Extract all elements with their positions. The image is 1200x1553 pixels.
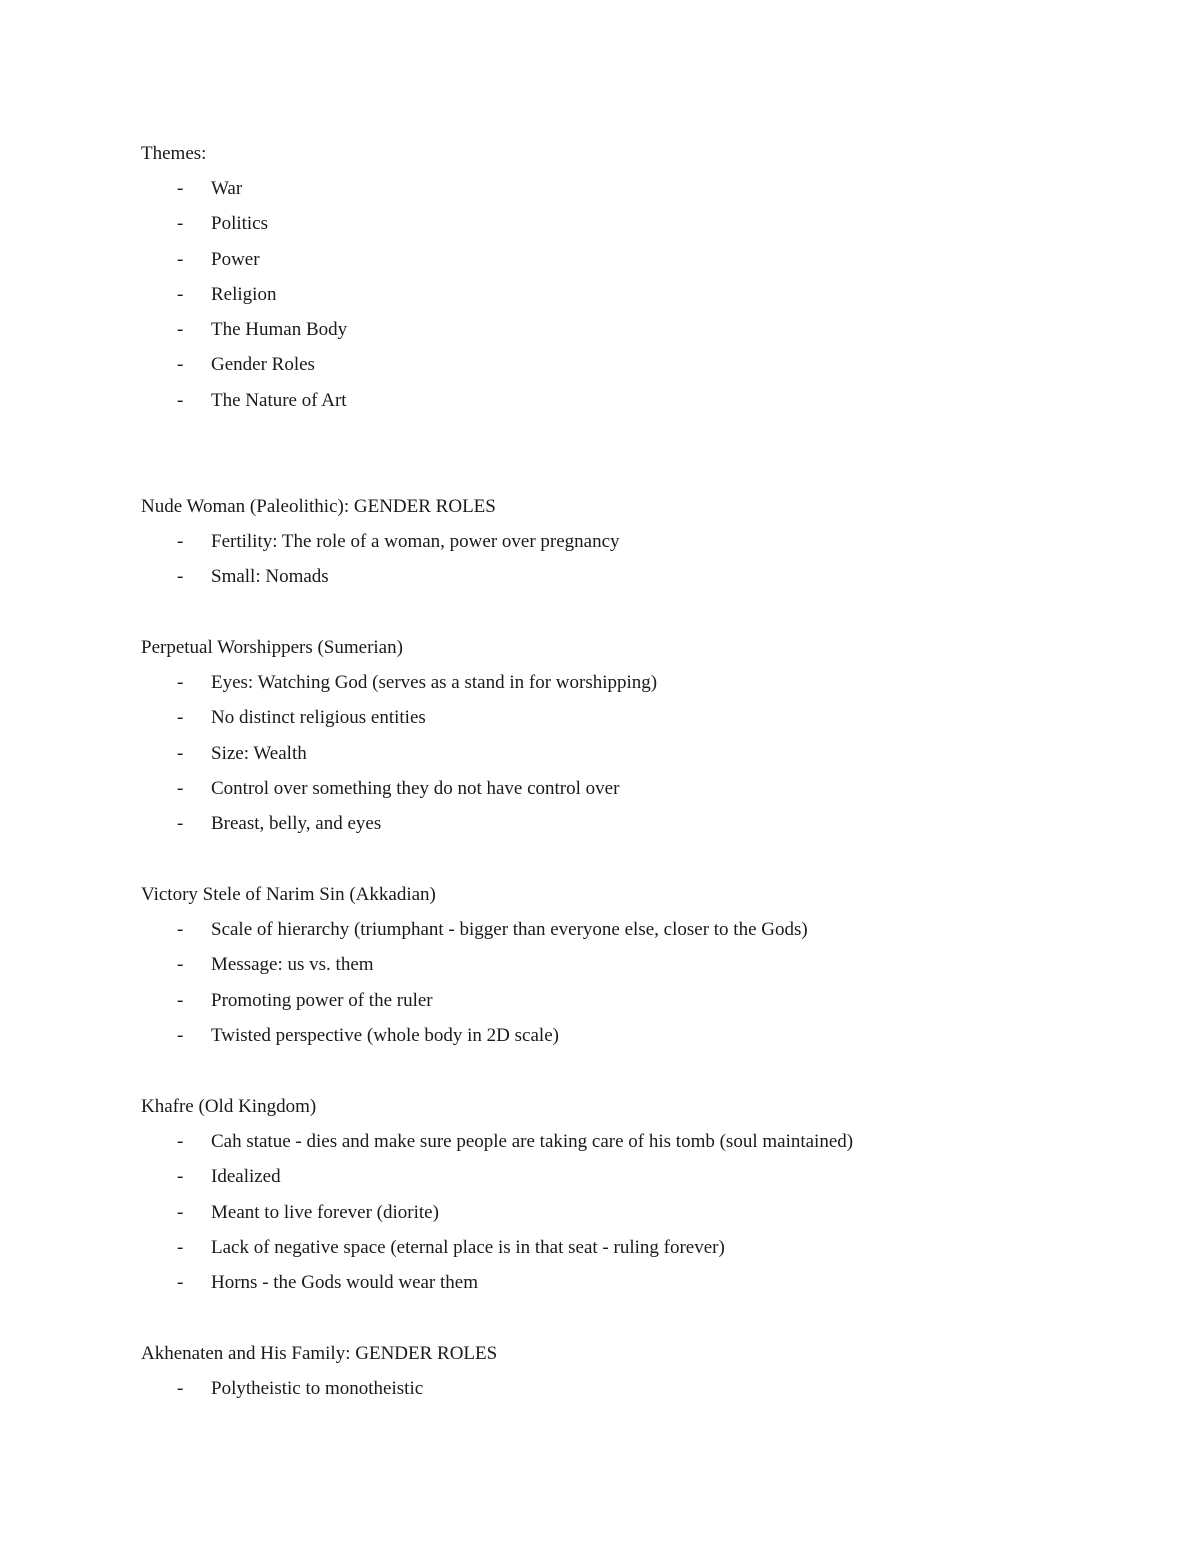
dash-bullet: -	[177, 531, 184, 552]
dash-bullet: -	[177, 777, 184, 799]
list-item-text: Eyes: Watching God (serves as a stand in for worshipping)	[211, 672, 658, 693]
dash-bullet: -	[177, 989, 184, 1011]
section-victory-stele	[141, 877, 1121, 1053]
list-item-text: The Nature of Art	[211, 389, 347, 411]
list-item	[141, 665, 1121, 700]
list-item	[141, 1124, 1121, 1159]
dash-bullet: -	[177, 389, 184, 411]
list-item	[141, 347, 1121, 382]
list-item-text: No distinct religious entities	[211, 707, 426, 729]
section-akhenaten	[141, 1336, 1121, 1406]
list-item-text: Promoting power of the ruler	[211, 989, 433, 1011]
list-item-text: Small: Nomads	[211, 566, 329, 588]
section-heading: Nude Woman (Paleolithic): GENDER ROLES	[141, 496, 496, 517]
bullet-list	[141, 1124, 1121, 1300]
list-item-text: Size: Wealth	[211, 742, 307, 764]
section-heading: Akhenaten and His Family: GENDER ROLES	[141, 1343, 498, 1364]
list-item	[141, 700, 1121, 735]
list-item	[141, 171, 1121, 206]
bullet-list	[141, 524, 1121, 595]
list-item-text: Politics	[211, 213, 269, 235]
list-item	[141, 1371, 1121, 1406]
list-item	[141, 806, 1121, 841]
list-item-text: Cah statue - dies and make sure people are taking care of his tomb (soul maintained)	[211, 1131, 854, 1152]
list-item-text: Scale of hierarchy (triumphant - bigger than everyone else, closer to the Gods)	[211, 919, 808, 940]
dash-bullet: -	[177, 1378, 184, 1399]
list-item-text: Breast, belly, and eyes	[211, 813, 382, 835]
dash-bullet: -	[177, 707, 184, 729]
dash-bullet: -	[177, 566, 184, 588]
dash-bullet: -	[177, 354, 184, 376]
list-item	[141, 383, 1121, 418]
list-item	[141, 736, 1121, 771]
list-item	[141, 771, 1121, 806]
list-item	[141, 983, 1121, 1018]
dash-bullet: -	[177, 672, 184, 693]
section-perpetual-worshippers	[141, 630, 1121, 841]
dash-bullet: -	[177, 319, 184, 341]
dash-bullet: -	[177, 1024, 184, 1046]
bullet-list	[141, 171, 1121, 418]
list-item-text: Control over something they do not have control over	[211, 777, 620, 799]
dash-bullet: -	[177, 283, 184, 305]
list-item-text: Gender Roles	[211, 354, 315, 376]
dash-bullet: -	[177, 178, 184, 199]
list-item-text: Polytheistic to monotheistic	[211, 1378, 424, 1399]
dash-bullet: -	[177, 813, 184, 835]
bullet-list	[141, 1371, 1121, 1406]
section-nude-woman	[141, 489, 1121, 595]
list-item	[141, 524, 1121, 559]
dash-bullet: -	[177, 742, 184, 764]
section-khafre	[141, 1089, 1121, 1300]
list-item	[141, 912, 1121, 947]
dash-bullet: -	[177, 919, 184, 940]
list-item-text: Message: us vs. them	[211, 954, 374, 976]
list-item	[141, 1265, 1121, 1300]
dash-bullet: -	[177, 1236, 184, 1258]
dash-bullet: -	[177, 1166, 184, 1188]
list-item-text: Meant to live forever (diorite)	[211, 1201, 439, 1223]
list-item	[141, 242, 1121, 277]
list-item-text: Lack of negative space (eternal place is in that seat - ruling forever)	[211, 1236, 725, 1258]
list-item-text: Twisted perspective (whole body in 2D scale)	[211, 1024, 559, 1046]
dash-bullet: -	[177, 954, 184, 976]
list-item-text: Power	[211, 248, 260, 270]
list-item-text: The Human Body	[211, 319, 348, 341]
list-item	[141, 559, 1121, 594]
list-item-text: Religion	[211, 283, 277, 305]
section-heading: Themes:	[141, 143, 207, 164]
list-item	[141, 1159, 1121, 1194]
list-item-text: Horns - the Gods would wear them	[211, 1272, 479, 1294]
section-heading: Victory Stele of Narim Sin (Akkadian)	[141, 884, 436, 905]
section-heading: Khafre (Old Kingdom)	[141, 1096, 317, 1117]
list-item	[141, 1018, 1121, 1053]
list-item	[141, 1230, 1121, 1265]
list-item-text: War	[211, 178, 243, 199]
list-item-text: Idealized	[211, 1166, 281, 1188]
dash-bullet: -	[177, 1131, 184, 1152]
dash-bullet: -	[177, 248, 184, 270]
list-item	[141, 206, 1121, 241]
dash-bullet: -	[177, 213, 184, 235]
section-themes	[141, 136, 1121, 418]
list-item	[141, 312, 1121, 347]
section-heading: Perpetual Worshippers (Sumerian)	[141, 637, 403, 658]
dash-bullet: -	[177, 1201, 184, 1223]
dash-bullet: -	[177, 1272, 184, 1294]
list-item	[141, 1195, 1121, 1230]
bullet-list	[141, 912, 1121, 1053]
list-item	[141, 947, 1121, 982]
bullet-list	[141, 665, 1121, 841]
list-item-text: Fertility: The role of a woman, power over pregnancy	[211, 531, 620, 552]
list-item	[141, 277, 1121, 312]
